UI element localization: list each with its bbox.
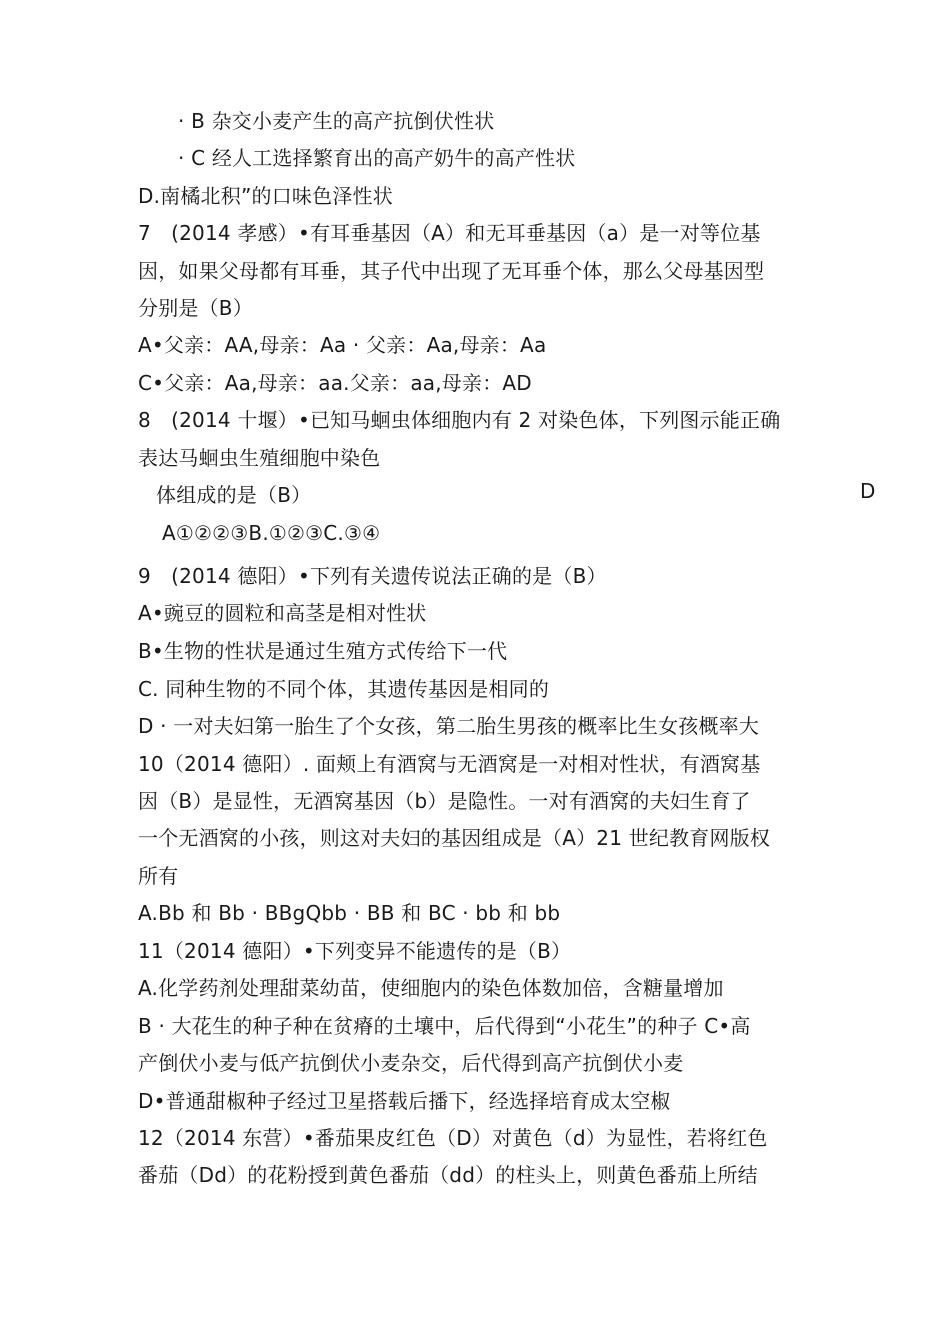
question-8-line-2: 表达马蛔虫生殖细胞中染色	[138, 446, 381, 470]
question-11-option-b: B · 大花生的种子种在贫瘠的土壤中，后代得到“小花生”的种子 C•高	[138, 1014, 751, 1038]
question-11-option-d: D•普通甜椒种子经过卫星搭载后播下，经选择培育成太空椒	[138, 1089, 671, 1113]
question-7-options-ab: A•父亲：AA,母亲：Aa · 父亲：Aa,母亲：Aa	[138, 333, 547, 357]
question-9-line-1: 9 (2014 德阳）•下列有关遗传说法正确的是（B）	[138, 564, 607, 588]
question-9-option-d: D · 一对夫妇第一胎生了个女孩，第二胎生男孩的概率比生女孩概率大	[138, 714, 760, 738]
question-11-option-a: A.化学药剂处理甜菜幼苗，使细胞内的染色体数加倍，含糖量增加	[138, 976, 724, 1000]
question-12-line-2: 番茄（Dd）的花粉授到黄色番茄（dd）的柱头上，则黄色番茄上所结	[138, 1163, 758, 1187]
option-c-line: · C 经人工选择繁育出的高产奶牛的高产性状	[178, 146, 576, 170]
question-7-options-cd: C•父亲：Aa,母亲：aa.父亲：aa,母亲：AD	[138, 371, 532, 395]
question-8-options: A①②②③B.①②③C.③④	[162, 521, 381, 545]
question-9-option-b: B•生物的性状是通过生殖方式传给下一代	[138, 639, 508, 663]
question-8-option-d: D	[860, 479, 876, 503]
question-11-line-1: 11（2014 德阳）•下列变异不能遗传的是（B）	[138, 939, 572, 963]
option-b-line: · B 杂交小麦产生的高产抗倒伏性状	[178, 109, 495, 133]
question-7-line-1: 7 (2014 孝感）•有耳垂基因（A）和无耳垂基因（a）是一对等位基	[138, 221, 761, 245]
question-10-line-2: 因（B）是显性，无酒窝基因（b）是隐性。一对有酒窝的夫妇生育了	[138, 789, 751, 813]
question-11-option-c-cont: 产倒伏小麦与低产抗倒伏小麦杂交，后代得到高产抗倒伏小麦	[138, 1051, 684, 1075]
question-8-line-3: 体组成的是（B）	[156, 483, 312, 507]
question-10-line-4: 所有	[138, 864, 179, 888]
question-7-line-2: 因，如果父母都有耳垂，其子代中出现了无耳垂个体，那么父母基因型	[138, 259, 765, 283]
question-9-option-c: C. 同种生物的不同个体，其遗传基因是相同的	[138, 677, 550, 701]
question-10-options: A.Bb 和 Bb · BBgQbb · BB 和 BC · bb 和 bb	[138, 901, 561, 925]
question-10-line-3: 一个无酒窝的小孩，则这对夫妇的基因组成是（A）21 世纪教育网版权	[138, 826, 771, 850]
question-8-line-1: 8 (2014 十堰）•已知马蛔虫体细胞内有 2 对染色体，下列图示能正确	[138, 408, 781, 432]
question-9-option-a: A•豌豆的圆粒和高茎是相对性状	[138, 601, 427, 625]
question-7-line-3: 分别是（B）	[138, 296, 253, 320]
question-10-line-1: 10（2014 德阳）. 面颊上有酒窝与无酒窝是一对相对性状，有酒窝基	[138, 752, 761, 776]
option-d-line: D.南橘北积”的口味色泽性状	[138, 184, 393, 208]
question-12-line-1: 12（2014 东营）•番茄果皮红色（D）对黄色（d）为显性，若将红色	[138, 1126, 768, 1150]
